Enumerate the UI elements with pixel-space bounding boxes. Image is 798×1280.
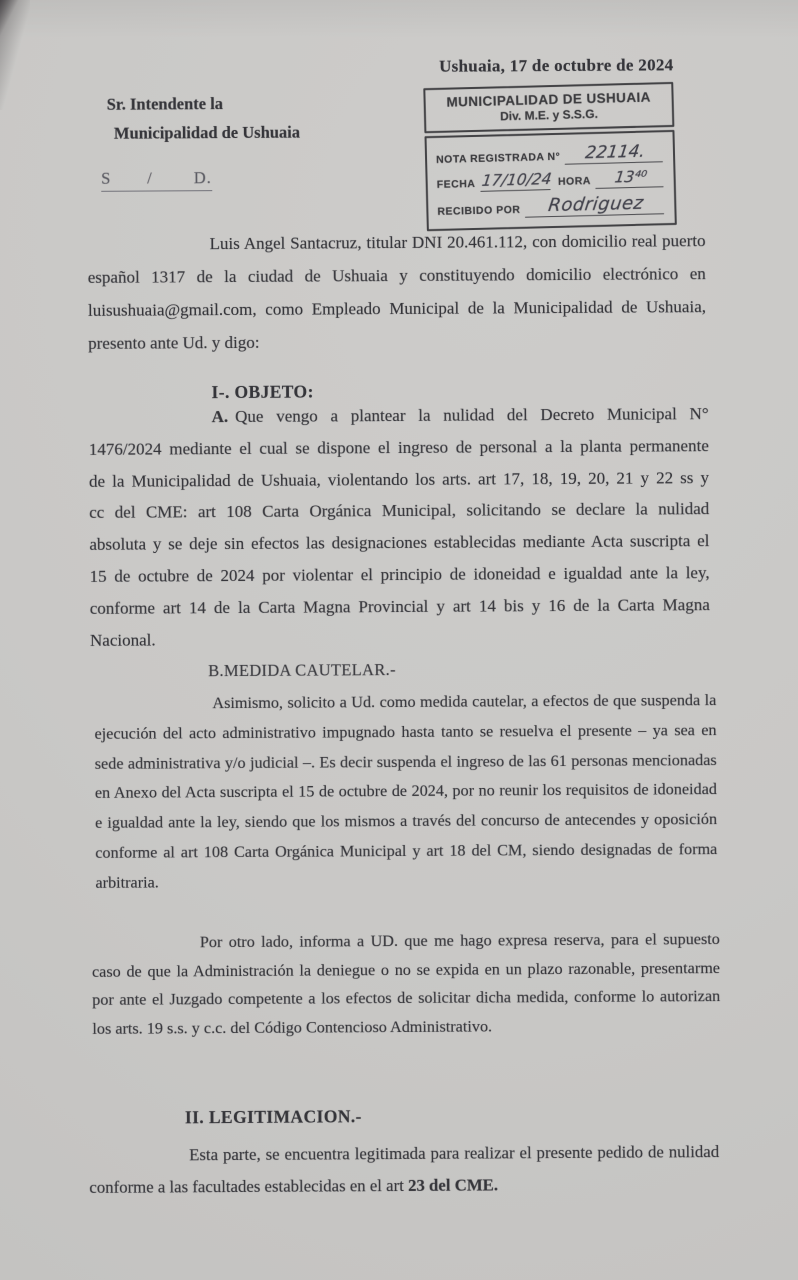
legitimacion-heading: II. LEGITIMACION.- (184, 1106, 362, 1128)
objeto-paragraph (89, 398, 711, 656)
stamp-header-box (423, 82, 674, 133)
nota-number-handwritten: 22114. (565, 143, 665, 165)
recibido-por-label: RECIBIDO POR (437, 203, 521, 218)
objeto-paragraph-text: Que vengo a plantear la nulidad del Decreto Municipal N° 1476/2024 mediante el cual se dispone el ingreso de personal a la planta permanente de la Municipalidad de Ushuaia, violentando los arts. art 17, 18, 19, 20, 21 y 22 ss y cc del CME: art 108 Carta Orgánica Municipal, solicitando se declare la nulidad absoluta y se deje sin efectos las designaciones establecidas mediante Acta suscripta el 15 de octubre de 2024 por violentar el principio de idoneidad e igualdad ante la ley, conforme art 14 de la Carta Magna Provincial y art 14 bis y 16 de la Carta Magna Nacional. (88, 404, 710, 650)
recipient-org: Municipalidad de Ushuaia (113, 122, 301, 143)
legitimacion-paragraph-text: Esta parte, se encuentra legitimada para realizar el presente pedido de nulidad conforme a las facultades establecidas en el art (89, 1142, 720, 1197)
nota-registrada-label: NOTA REGISTRADA N° (435, 150, 561, 166)
registration-stamp (423, 82, 677, 231)
salutation-block (101, 168, 212, 189)
medida-cautelar-heading: B.MEDIDA CAUTELAR.- (208, 660, 396, 681)
date-line: Ushuaia, 17 de octubre de 2024 (439, 55, 674, 76)
recipient-block (107, 89, 300, 148)
received-by-signature: Rodriguez (525, 194, 667, 218)
intro-paragraph: Luis Angel Santacruz, titular DNI 20.461.112, con domicilio real puerto español 1317 de la ciudad de Ushuaia y constituyendo domicilio electrónico en luisushuaia@gmail.com, como Empleado Municipal de la Municipalidad de Ushuaia, presento ante Ud. y digo: (87, 231, 707, 353)
stamp-fields-box (424, 130, 676, 231)
section-objeto-heading: I-. OBJETO: (211, 381, 314, 403)
legitimacion-paragraph (89, 1136, 719, 1204)
hora-label: HORA (557, 174, 592, 188)
stamp-row-fecha-hora (436, 169, 664, 192)
stamp-organization: MUNICIPALIDAD DE USHUAIA (446, 89, 651, 110)
medida-cautelar-paragraph-1: Asimismo, solicito a Ud. como medida cautelar, a efectos de que suspenda la ejecución del acto administrativo impugnado hasta tanto se resuelva el presente – ya sea en sede administrativa y/o judicial –. Es decir suspenda el ingreso de las 61 personas mencionadas en Anexo del Acta suscripta el 15 de octubre de 2024, por no reunir los requisitos de idoneidad e igualdad ante la ley, siendo que los mismos a través del concurso de antecendes y oposición conforme al art 108 Carta Orgánica Municipal y art 18 del CM, siendo designadas de forma arbitraria. (94, 691, 718, 892)
fecha-label: FECHA (436, 177, 476, 191)
medida-cautelar-paragraph-2: Por otro lado, informa a UD. que me hago expresa reserva, para el supuesto caso de que la Administración la deniegue o no se expida en un plazo razonable, presentarme por ante el Juzgado competente a los efectos de solicitar dicha medida, conforme lo autorizan los arts. 19 s.s. y c.c. del Código Contencioso Administrativo. (91, 930, 721, 1038)
objeto-paragraph-lead: A. (211, 407, 229, 427)
legitimacion-paragraph-bold: 23 del CME. (407, 1175, 499, 1195)
fecha-handwritten: 17/10/24 (480, 170, 553, 190)
stamp-division: Div. M.E. y S.S.G. (499, 106, 599, 124)
recipient-title: Sr. Intendente la (106, 94, 224, 114)
s-d-salutation: S / D. (101, 168, 212, 192)
hora-handwritten: 13⁴⁰ (596, 169, 666, 188)
stamp-row-nota (436, 143, 664, 168)
stamp-row-recibido (437, 194, 665, 220)
